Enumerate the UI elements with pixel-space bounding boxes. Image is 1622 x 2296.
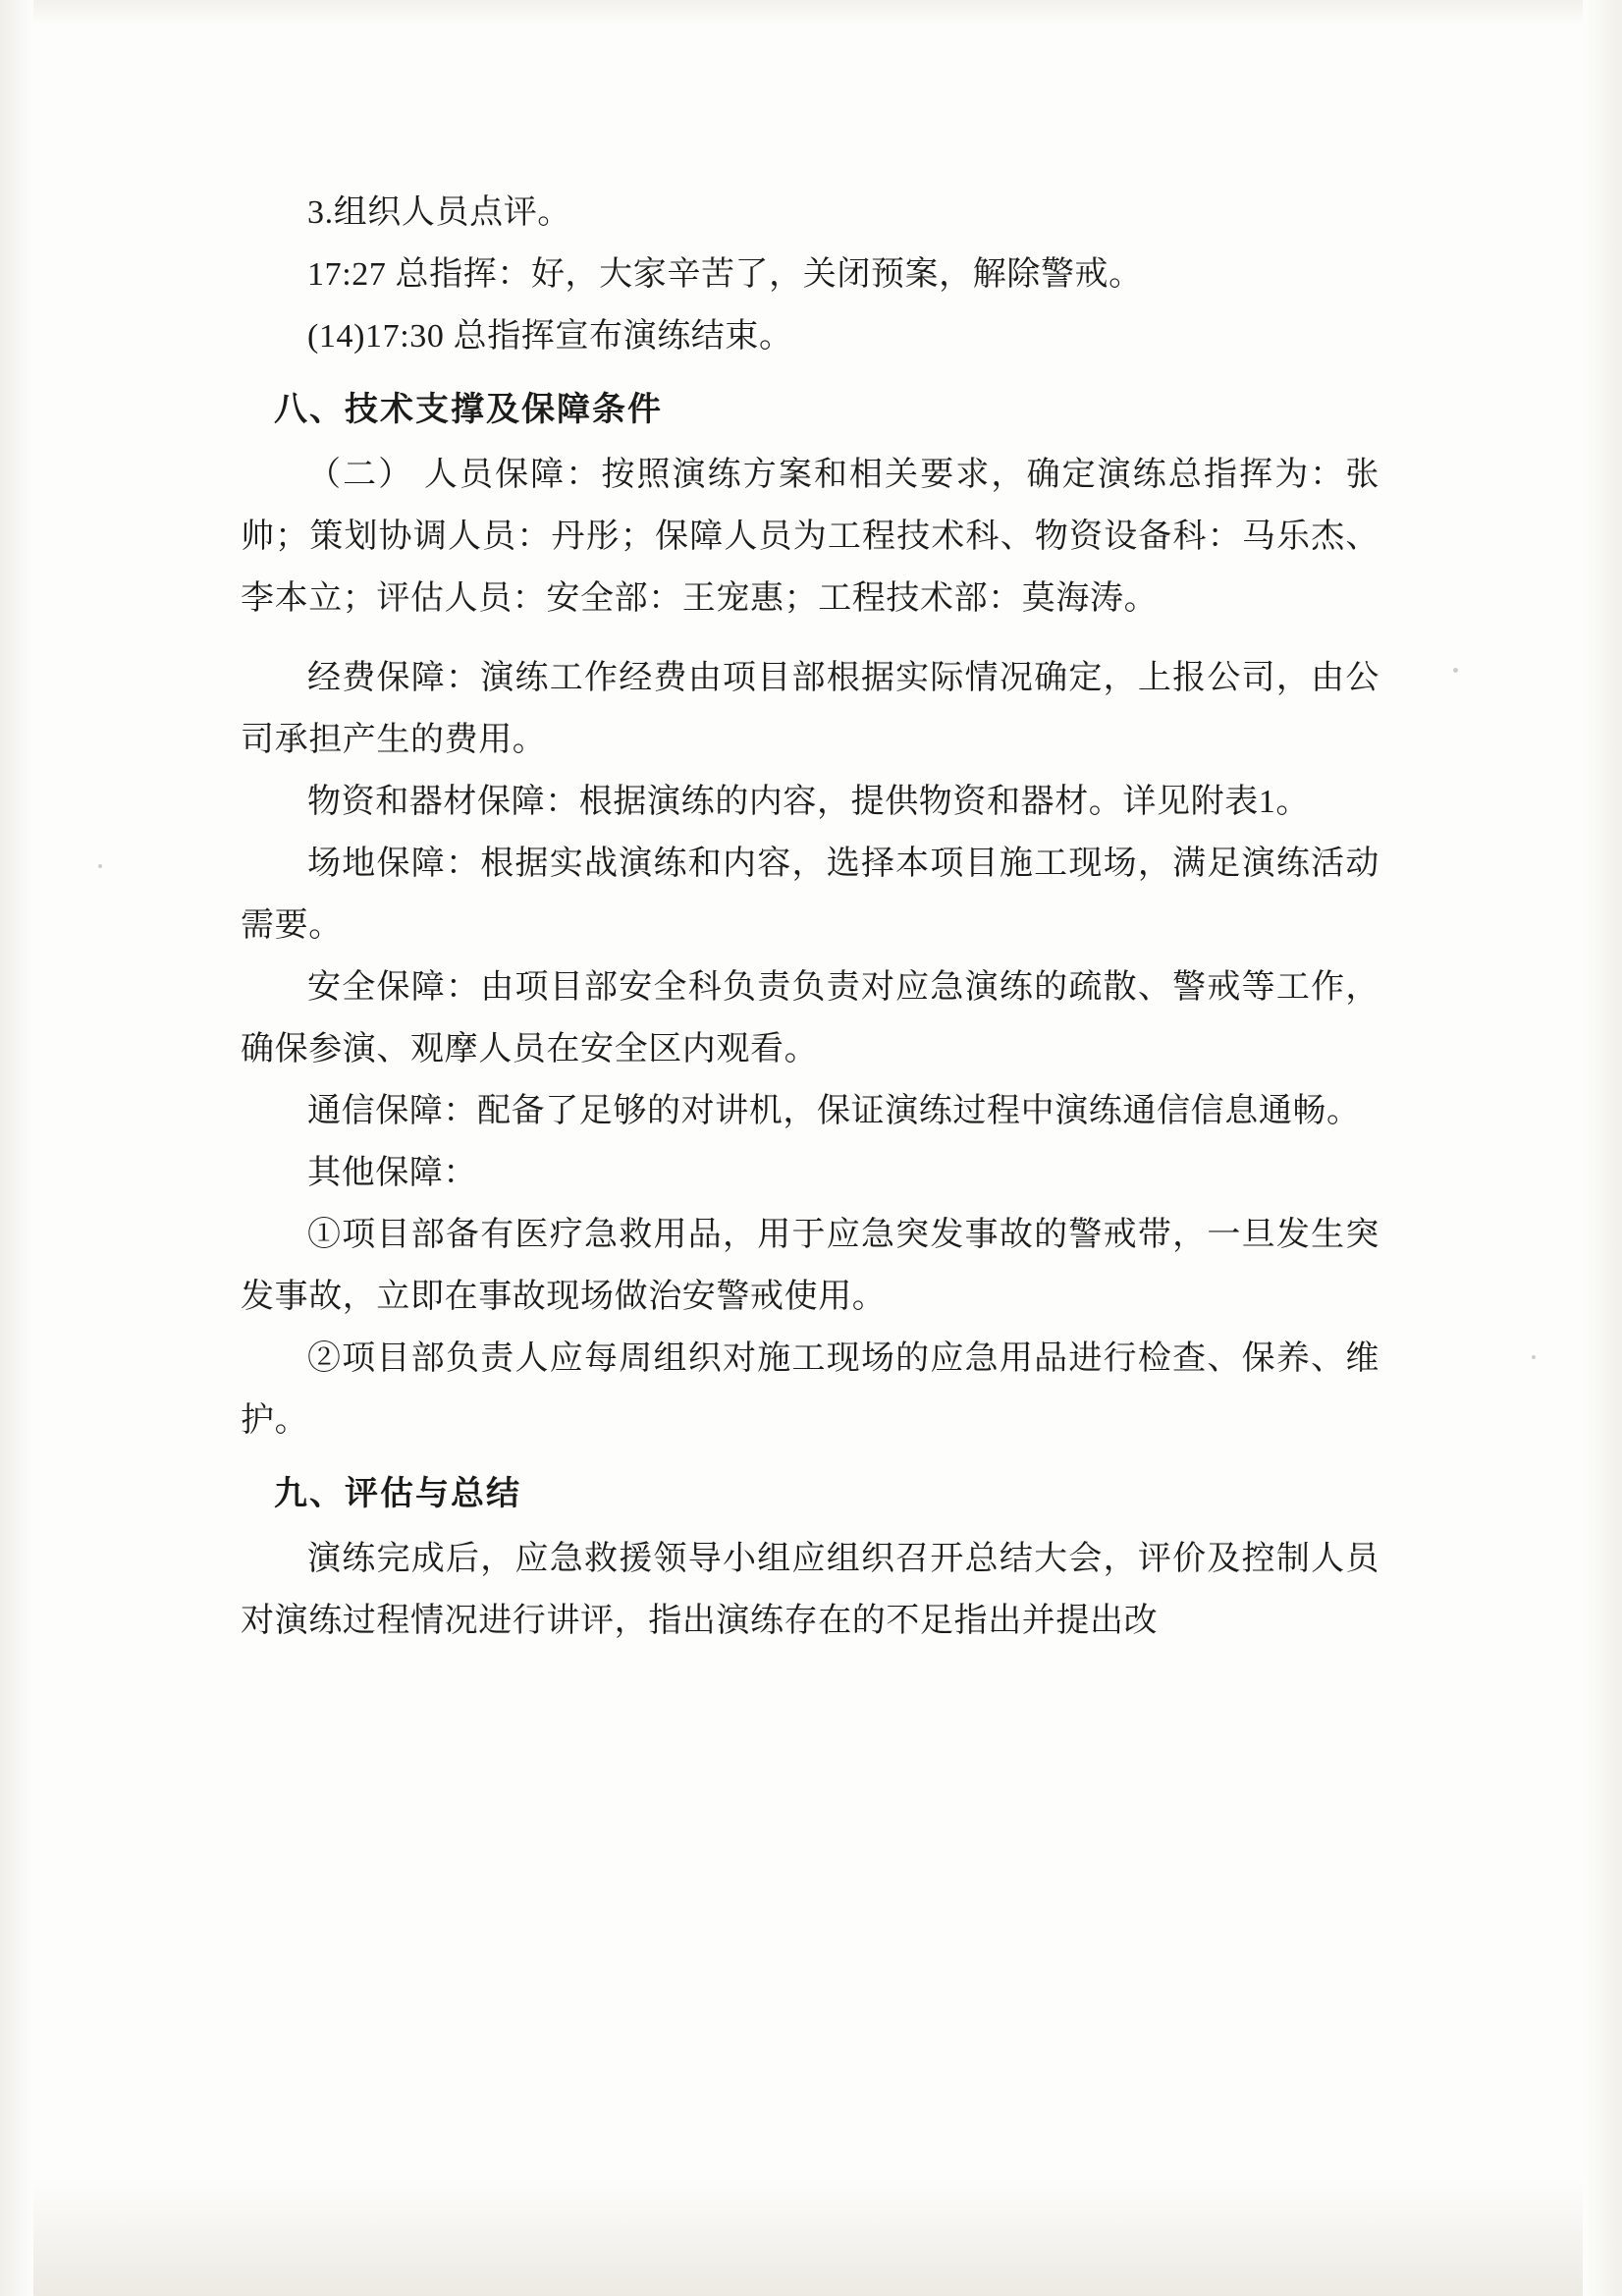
paragraph-1727-commander: 17:27 总指挥：好，大家辛苦了，关闭预案，解除警戒。 [307, 256, 1143, 293]
document-body [241, 182, 1379, 1652]
scan-speck [1453, 668, 1458, 673]
paragraph-1730-end: (14)17:30 总指挥宣布演练结束。 [307, 318, 793, 355]
spacer [241, 367, 1379, 375]
section-heading-nine: 九、评估与总结 [274, 1475, 521, 1512]
section-heading-eight: 八、技术支撑及保障条件 [274, 391, 663, 428]
page-edge-shadow-left [0, 0, 33, 2296]
scan-speck [98, 864, 102, 868]
paragraph-venue-support: 场地保障：根据实战演练和内容，选择本项目施工现场，满足演练活动需要。 [241, 846, 1379, 944]
paragraph-other-support-item-2: ②项目部负责人应每周组织对施工现场的应急用品进行检查、保养、维护。 [241, 1340, 1379, 1439]
spacer [241, 629, 1379, 647]
paragraph-other-support-label: 其他保障： [307, 1155, 477, 1191]
spacer [241, 1451, 1379, 1459]
paragraph-communication-support: 通信保障：配备了足够的对讲机，保证演练过程中演练通信信息通畅。 [307, 1093, 1361, 1129]
page-edge-shadow-bottom [0, 2178, 1622, 2296]
paragraph-evaluation-summary: 演练完成后，应急救援领导小组应组织召开总结大会，评价及控制人员对演练过程情况进行讲评，指出演练存在的不足指出并提出改 [241, 1541, 1379, 1639]
paragraph-personnel-support: （二） 人员保障：按照演练方案和相关要求，确定演练总指挥为：张帅；策划协调人员：丹彤；保障人员为工程技术科、物资设备科：马乐杰、李本立；评估人员：安全部：王宠惠；工程技术部：莫海涛。 [241, 457, 1379, 617]
paragraph-other-support-item-1: ①项目部备有医疗急救用品，用于应急突发事故的警戒带，一旦发生突发事故，立即在事故现场做治安警戒使用。 [241, 1217, 1379, 1315]
paragraph-material-support: 物资和器材保障：根据演练的内容，提供物资和器材。详见附表1。 [307, 784, 1310, 820]
page-edge-shadow-right [1583, 0, 1622, 2296]
paragraph-safety-support: 安全保障：由项目部安全科负责负责对应急演练的疏散、警戒等工作，确保参演、观摩人员在安全区内观看。 [241, 969, 1379, 1067]
paragraph-3-review: 3.组织人员点评。 [307, 194, 571, 231]
paragraph-funding-support: 经费保障：演练工作经费由项目部根据实际情况确定，上报公司，由公司承担产生的费用。 [241, 660, 1379, 758]
scan-speck [1532, 1355, 1536, 1359]
page-edge-shadow-top [0, 0, 1622, 26]
